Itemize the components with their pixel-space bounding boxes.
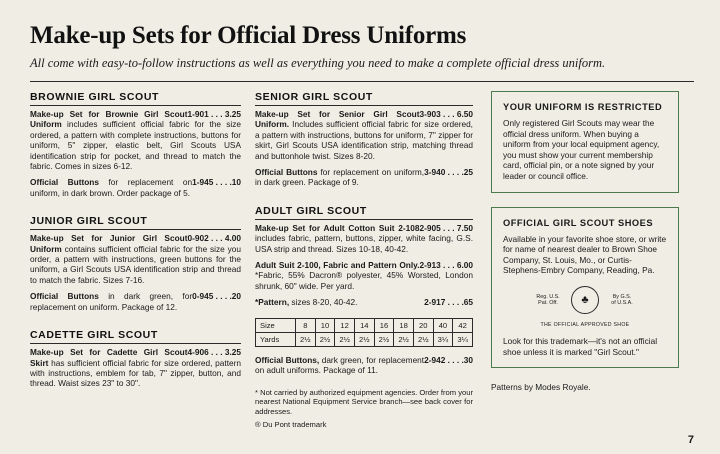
table-cell: 40 — [433, 318, 453, 332]
entry-text: sizes 8-20, 40-42. — [289, 297, 358, 308]
entry-lead: Official Buttons, — [255, 354, 320, 365]
entry-lead: Make-up Set for Senior Girl Scout Uniform. — [255, 109, 420, 130]
section-heading: ADULT GIRL SCOUT — [255, 205, 473, 220]
entry-text: has sufficient official fabric for size ordered, pattern with instructions, emblem for tab, 7" zipper, button, and thread. Waist sizes 23" to 30". — [30, 357, 241, 389]
entry-text: Includes sufficient official fabric for size ordered, a pattern with instructions, buttons for uniform, 7" zipper for skirt, Girl Scouts USA identification strip, matching thread and buttonhole twist. Sizes 8-20. — [255, 119, 473, 161]
entry-lead: *Pattern, — [255, 297, 290, 308]
callout-footer: Look for this trademark—it's not an official shoe unless it is marked "Girl Scout." — [503, 335, 658, 357]
entry-paragraph — [255, 297, 473, 307]
entry-price: 3-940 . . . .25 — [424, 167, 473, 178]
column-middle — [255, 91, 487, 440]
trademark-band-text: THE OFFICIAL APPROVED SHOE — [540, 321, 630, 328]
entry-price: 3-903 . . . 6.50 — [419, 109, 473, 119]
trefoil-glyph: ♣ — [581, 293, 589, 306]
entry-text: includes fabric, pattern, buttons, zipper, white facing, G.S. USA strip and thread. Sizes 10-18, 40-42. — [255, 233, 473, 254]
section-brownie-girl-scout — [30, 91, 241, 204]
section-heading: CADETTE GIRL SCOUT — [30, 329, 241, 344]
entry-paragraph — [30, 291, 241, 312]
entry-text: dark green, for replacement on adult uniforms. Package of 11. — [255, 354, 425, 376]
table-row-label: Size — [256, 318, 296, 332]
table-cell: 2½ — [374, 332, 394, 346]
trademark-left-text — [528, 294, 568, 306]
table-cell: 20 — [413, 318, 433, 332]
table-cell: 8 — [296, 318, 316, 332]
table-cell: 16 — [374, 318, 394, 332]
entry-price: 4-906 . . . 3.25 — [187, 347, 241, 358]
entry-paragraph — [30, 177, 241, 198]
trademark-left-line1: Reg. U.S. — [536, 293, 560, 300]
section-heading: JUNIOR GIRL SCOUT — [30, 215, 241, 230]
page-title: Make-up Sets for Official Dress Uniforms — [30, 22, 467, 49]
callout-uniform-restricted — [491, 91, 679, 193]
entry-text: in dark green, for replacement on uniform. Package of 12. — [30, 291, 193, 312]
header-divider — [30, 81, 694, 82]
entry-paragraph — [30, 109, 241, 171]
section-cadette-girl-scout — [30, 329, 241, 395]
table-cell: 2½ — [315, 332, 335, 346]
patterns-credit: Patterns by Modes Royale. — [491, 382, 591, 393]
table-cell: 3¼ — [433, 332, 453, 346]
entry-paragraph — [255, 223, 473, 254]
entry-price: 2-913 . . . 6.00 — [419, 260, 473, 271]
callout-official-shoes — [491, 207, 679, 369]
table-cell: 12 — [335, 318, 355, 332]
callout-heading: YOUR UNIFORM IS RESTRICTED — [503, 102, 663, 112]
entry-paragraph — [30, 233, 241, 285]
entry-paragraph — [255, 355, 473, 376]
entry-paragraph — [255, 109, 473, 161]
entry-paragraph — [30, 347, 241, 389]
footnote-trademark: ® Du Pont trademark — [255, 420, 327, 430]
entry-text: includes sufficient official fabric for the size ordered, a pattern with complete instructions, buttons for uniform, 5" zipper, elastic belt, Girl Scouts USA identification strip for pocket, and thread to match the fabric. Comes in sizes 6-12. — [30, 119, 241, 172]
entry-paragraph — [255, 167, 473, 188]
entry-text: *Fabric, 55% Dacron® polyester, 45% Worsted, London shrunk, 60" wide. Per yard. — [255, 270, 473, 291]
column-right — [487, 91, 679, 440]
table-cell: 18 — [394, 318, 414, 332]
table-cell: 2½ — [296, 332, 316, 346]
entry-text: for replacement on uniform, in dark brown. Order package of 5. — [30, 177, 193, 198]
entry-lead: Official Buttons — [30, 291, 99, 302]
content-columns — [30, 91, 694, 440]
entry-price: 1-901 . . . 3.25 — [187, 109, 241, 119]
column-left — [30, 91, 255, 440]
table-cell: 2½ — [335, 332, 355, 346]
entry-text: for replacement on uniform, in dark green. Package of 9. — [255, 167, 425, 188]
entry-lead: Official Buttons — [255, 167, 318, 178]
table-cell: 42 — [453, 318, 473, 332]
entry-price: 2-942 . . . .30 — [424, 354, 473, 365]
entry-price: 0-945 . . . .20 — [192, 291, 241, 302]
table-cell: 2½ — [413, 332, 433, 346]
trefoil-icon — [571, 286, 599, 314]
section-junior-girl-scout — [30, 215, 241, 318]
table-row-label: Yards — [256, 332, 296, 346]
trademark-right-text — [602, 294, 642, 306]
table-cell: 2½ — [394, 332, 414, 346]
callout-text: Available in your favorite shoe store, or write for name of nearest dealer to Brown Shoe Company, St. Louis, Mo., or Curtis-Stephens-Embry Company, Reading, Pa. — [503, 233, 667, 276]
section-heading: SENIOR GIRL SCOUT — [255, 91, 473, 106]
entry-price: 2-905 . . . 7.50 — [419, 222, 473, 233]
entry-lead: Make-up Set for Cadette Girl Scout Skirt — [30, 347, 188, 368]
trademark-emblem — [503, 286, 667, 314]
entry-text: contains sufficient official fabric for the size you order, a pattern with instructions, green buttons for the uniform, a Girl Scouts USA identification strip and thread to match the fabric. Sizes 7-16. — [30, 243, 241, 285]
section-adult-girl-scout — [255, 205, 473, 429]
page-subtitle: All come with easy-to-follow instructions as well as everything you need to make a complete official dress uniform. — [30, 56, 606, 70]
table-cell: 3¼ — [453, 332, 473, 346]
entry-price: 1-945 . . . .10 — [192, 177, 241, 188]
table-row — [256, 318, 473, 332]
entry-lead: Make-up Set for Brownie Girl Scout Uniform — [30, 109, 188, 130]
trademark-right-line1: By G.S. — [612, 293, 632, 300]
trademark-right-line2: of U.S.A. — [611, 299, 633, 306]
table-cell: 10 — [315, 318, 335, 332]
section-heading: BROWNIE GIRL SCOUT — [30, 91, 241, 106]
page-number: 7 — [687, 434, 694, 446]
callout-text: Only registered Girl Scouts may wear the official dress uniform. When buying a uniform from your local equipment agency, you must show your current membership card, official pin, or a note signed by your leader or council office. — [503, 118, 660, 181]
section-senior-girl-scout — [255, 91, 473, 194]
entry-lead: Make-up Set for Adult Cotton Suit 2-108 — [255, 222, 420, 233]
entry-price: 2-917 . . . .65 — [424, 297, 473, 308]
yardage-table — [255, 318, 473, 347]
table-cell: 14 — [354, 318, 374, 332]
entry-paragraph — [255, 260, 473, 291]
trademark-left-line2: Pat. Off. — [538, 299, 558, 306]
entry-lead: Official Buttons — [30, 177, 99, 188]
entry-price: 0-902 . . . 4.00 — [187, 233, 241, 244]
table-row — [256, 332, 473, 346]
footnote-equipment-service: * Not carried by authorized equipment agencies. Order from your nearest National Equipment Service branch—see back cover for addresses. — [255, 387, 473, 416]
callout-heading: OFFICIAL GIRL SCOUT SHOES — [503, 217, 654, 228]
entry-lead: Make-up Set for Junior Girl Scout Uniform — [30, 233, 188, 254]
table-cell: 2½ — [354, 332, 374, 346]
entry-lead: Adult Suit 2-100, Fabric and Pattern Only. — [255, 260, 420, 271]
